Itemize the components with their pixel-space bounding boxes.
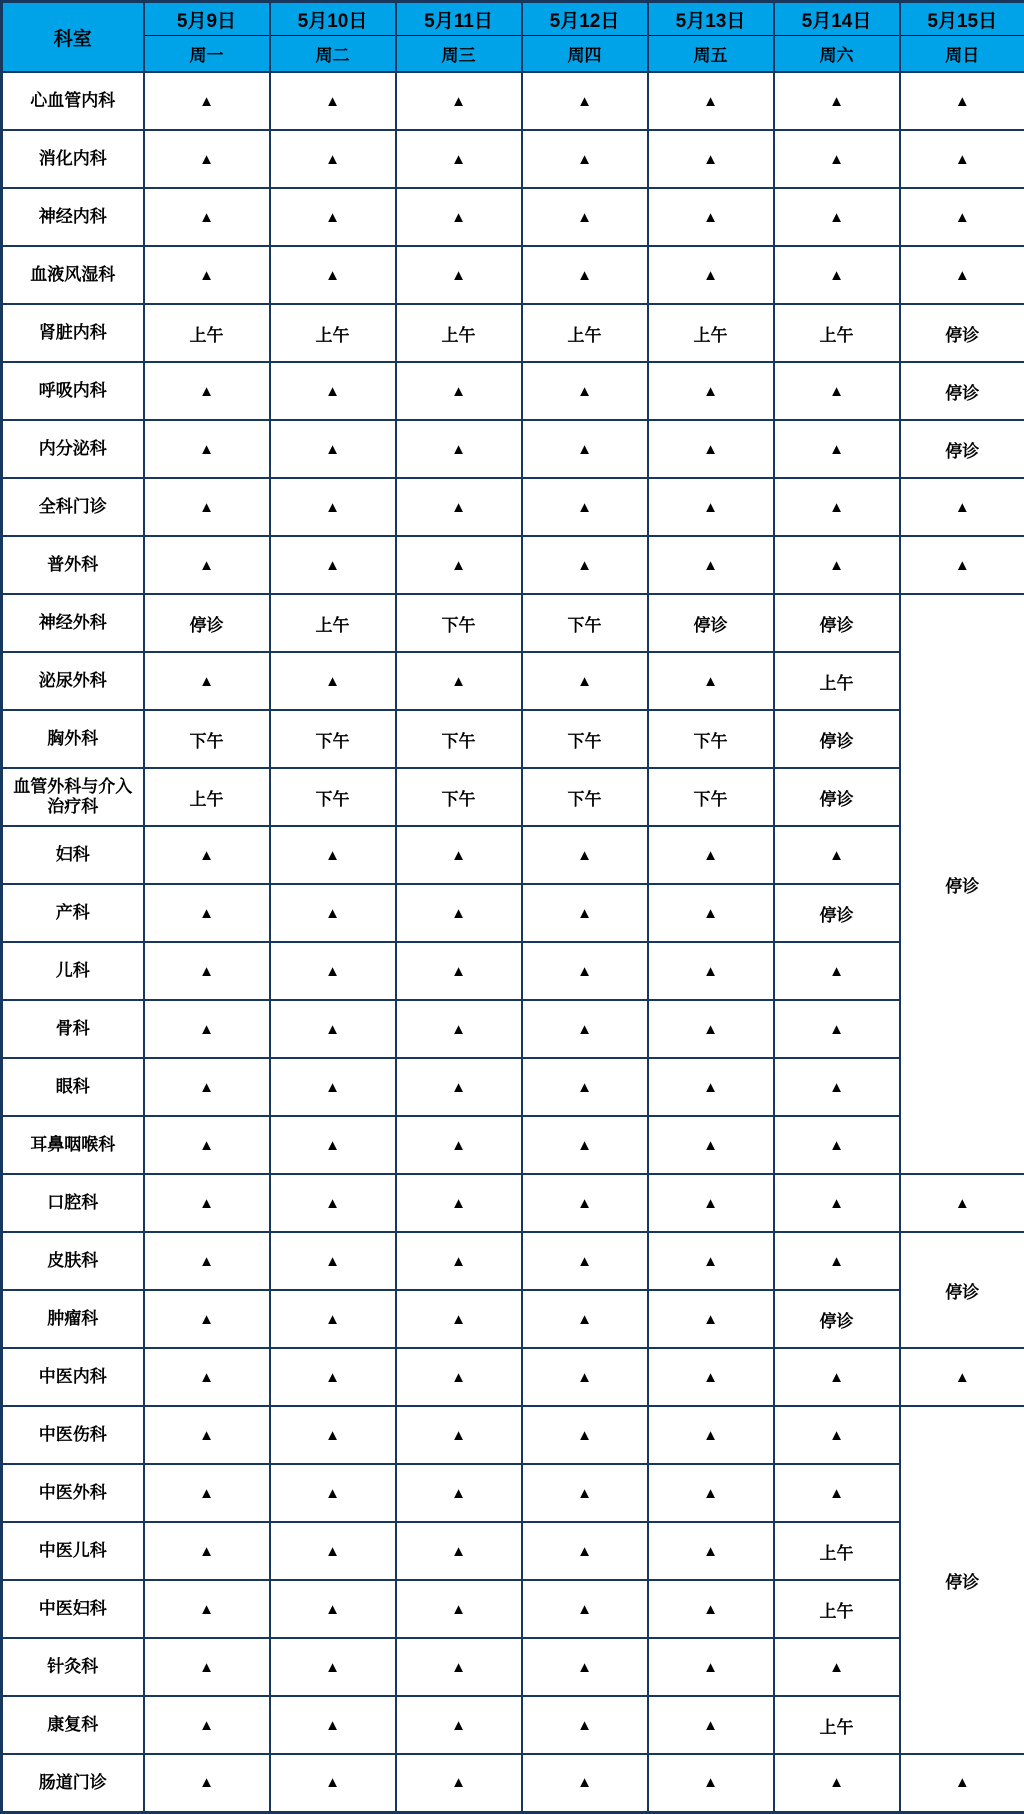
- available-triangle-cell: ▲: [270, 420, 396, 478]
- column-header-weekday: 周六: [774, 36, 900, 73]
- column-header-date: 5月9日: [144, 2, 270, 36]
- available-triangle-cell: ▲: [774, 1754, 900, 1812]
- available-triangle-cell: ▲: [270, 1174, 396, 1232]
- available-triangle-cell: ▲: [648, 1522, 774, 1580]
- schedule-status-cell: 上午: [774, 1580, 900, 1638]
- column-header-weekday: 周一: [144, 36, 270, 73]
- available-triangle-cell: ▲: [774, 188, 900, 246]
- available-triangle-cell: ▲: [774, 942, 900, 1000]
- available-triangle-cell: ▲: [270, 72, 396, 130]
- available-triangle-cell: ▲: [270, 1464, 396, 1522]
- available-triangle-cell: ▲: [144, 1116, 270, 1174]
- dept-name-cell: 妇科: [2, 826, 144, 884]
- available-triangle-cell: ▲: [144, 362, 270, 420]
- schedule-status-cell: 下午: [396, 710, 522, 768]
- table-row: [2, 652, 1024, 710]
- available-triangle-cell: ▲: [396, 246, 522, 304]
- schedule-status-cell: 下午: [396, 594, 522, 652]
- table-row: [2, 1058, 1024, 1116]
- available-triangle-cell: ▲: [270, 1232, 396, 1290]
- dept-name-cell: 骨科: [2, 1000, 144, 1058]
- table-row: [2, 710, 1024, 768]
- available-triangle-cell: ▲: [144, 652, 270, 710]
- available-triangle-cell: ▲: [144, 826, 270, 884]
- available-triangle-cell: ▲: [270, 652, 396, 710]
- column-header-weekday: 周五: [648, 36, 774, 73]
- available-triangle-cell: ▲: [522, 1000, 648, 1058]
- schedule-status-cell: 停诊: [774, 710, 900, 768]
- available-triangle-cell: ▲: [270, 246, 396, 304]
- available-triangle-cell: ▲: [144, 1580, 270, 1638]
- available-triangle-cell: ▲: [774, 246, 900, 304]
- available-triangle-cell: ▲: [774, 1464, 900, 1522]
- available-triangle-cell: ▲: [774, 1000, 900, 1058]
- available-triangle-cell: ▲: [144, 1290, 270, 1348]
- available-triangle-cell: ▲: [144, 1754, 270, 1812]
- available-triangle-cell: ▲: [144, 72, 270, 130]
- table-row: [2, 1754, 1024, 1812]
- table-row: [2, 1290, 1024, 1348]
- dept-name-cell: 胸外科: [2, 710, 144, 768]
- column-header-weekday: 周日: [900, 36, 1024, 73]
- available-triangle-cell: ▲: [648, 652, 774, 710]
- column-header-date: 5月14日: [774, 2, 900, 36]
- table-row: [2, 1116, 1024, 1174]
- available-triangle-cell: ▲: [648, 1638, 774, 1696]
- available-triangle-cell: ▲: [774, 1058, 900, 1116]
- table-row: [2, 246, 1024, 304]
- available-triangle-cell: ▲: [396, 188, 522, 246]
- table-row: [2, 1696, 1024, 1754]
- table-row: [2, 1522, 1024, 1580]
- available-triangle-cell: ▲: [144, 1058, 270, 1116]
- available-triangle-cell: ▲: [774, 826, 900, 884]
- available-triangle-cell: ▲: [774, 362, 900, 420]
- dept-name-cell: 心血管内科: [2, 72, 144, 130]
- available-triangle-cell: ▲: [648, 1174, 774, 1232]
- column-header-weekday: 周二: [270, 36, 396, 73]
- table-row: [2, 1232, 1024, 1290]
- column-header-date: 5月15日: [900, 2, 1024, 36]
- schedule-status-cell: 上午: [144, 768, 270, 826]
- available-triangle-cell: ▲: [648, 478, 774, 536]
- dept-name-cell: 全科门诊: [2, 478, 144, 536]
- available-triangle-cell: ▲: [522, 1580, 648, 1638]
- available-triangle-cell: ▲: [774, 420, 900, 478]
- available-triangle-cell: ▲: [396, 826, 522, 884]
- dept-name-cell: 内分泌科: [2, 420, 144, 478]
- schedule-status-cell: 停诊: [900, 1406, 1024, 1754]
- available-triangle-cell: ▲: [144, 536, 270, 594]
- available-triangle-cell: ▲: [522, 478, 648, 536]
- available-triangle-cell: ▲: [522, 1290, 648, 1348]
- available-triangle-cell: ▲: [900, 1174, 1024, 1232]
- available-triangle-cell: ▲: [144, 1638, 270, 1696]
- table-row: [2, 768, 1024, 826]
- available-triangle-cell: ▲: [144, 1464, 270, 1522]
- available-triangle-cell: ▲: [270, 1000, 396, 1058]
- available-triangle-cell: ▲: [396, 652, 522, 710]
- available-triangle-cell: ▲: [270, 1638, 396, 1696]
- schedule-status-cell: 停诊: [900, 362, 1024, 420]
- schedule-status-cell: 下午: [270, 768, 396, 826]
- available-triangle-cell: ▲: [144, 1522, 270, 1580]
- dept-name-cell: 肠道门诊: [2, 1754, 144, 1812]
- available-triangle-cell: ▲: [396, 942, 522, 1000]
- header-date-row: [2, 2, 1024, 36]
- dept-name-cell: 呼吸内科: [2, 362, 144, 420]
- available-triangle-cell: ▲: [396, 1638, 522, 1696]
- available-triangle-cell: ▲: [648, 942, 774, 1000]
- table-row: [2, 1348, 1024, 1406]
- available-triangle-cell: ▲: [144, 478, 270, 536]
- available-triangle-cell: ▲: [396, 1000, 522, 1058]
- available-triangle-cell: ▲: [522, 362, 648, 420]
- available-triangle-cell: ▲: [270, 1290, 396, 1348]
- schedule-header: [2, 2, 1024, 73]
- dept-name-cell: 中医外科: [2, 1464, 144, 1522]
- available-triangle-cell: ▲: [648, 1464, 774, 1522]
- dept-name-cell: 康复科: [2, 1696, 144, 1754]
- available-triangle-cell: ▲: [396, 536, 522, 594]
- available-triangle-cell: ▲: [396, 1696, 522, 1754]
- available-triangle-cell: ▲: [900, 72, 1024, 130]
- available-triangle-cell: ▲: [522, 188, 648, 246]
- available-triangle-cell: ▲: [270, 188, 396, 246]
- dept-name-cell: 针灸科: [2, 1638, 144, 1696]
- available-triangle-cell: ▲: [900, 478, 1024, 536]
- available-triangle-cell: ▲: [648, 420, 774, 478]
- dept-name-cell: 普外科: [2, 536, 144, 594]
- column-header-date: 5月10日: [270, 2, 396, 36]
- available-triangle-cell: ▲: [774, 1116, 900, 1174]
- available-triangle-cell: ▲: [522, 1058, 648, 1116]
- available-triangle-cell: ▲: [648, 1406, 774, 1464]
- schedule-status-cell: 停诊: [774, 1290, 900, 1348]
- schedule-status-cell: 停诊: [900, 1232, 1024, 1348]
- available-triangle-cell: ▲: [774, 536, 900, 594]
- available-triangle-cell: ▲: [396, 478, 522, 536]
- schedule-status-cell: 停诊: [144, 594, 270, 652]
- available-triangle-cell: ▲: [774, 1348, 900, 1406]
- table-row: [2, 72, 1024, 130]
- available-triangle-cell: ▲: [774, 1174, 900, 1232]
- schedule-status-cell: 停诊: [900, 594, 1024, 1174]
- table-row: [2, 188, 1024, 246]
- available-triangle-cell: ▲: [144, 1000, 270, 1058]
- dept-name-cell: 耳鼻咽喉科: [2, 1116, 144, 1174]
- available-triangle-cell: ▲: [774, 130, 900, 188]
- dept-name-cell: 血液风湿科: [2, 246, 144, 304]
- schedule-status-cell: 停诊: [774, 594, 900, 652]
- table-row: [2, 130, 1024, 188]
- available-triangle-cell: ▲: [396, 362, 522, 420]
- dept-name-cell: 儿科: [2, 942, 144, 1000]
- table-row: [2, 1638, 1024, 1696]
- available-triangle-cell: ▲: [144, 420, 270, 478]
- available-triangle-cell: ▲: [648, 1348, 774, 1406]
- available-triangle-cell: ▲: [522, 72, 648, 130]
- available-triangle-cell: ▲: [648, 1290, 774, 1348]
- available-triangle-cell: ▲: [396, 1406, 522, 1464]
- available-triangle-cell: ▲: [270, 1696, 396, 1754]
- schedule-status-cell: 上午: [144, 304, 270, 362]
- available-triangle-cell: ▲: [396, 1058, 522, 1116]
- available-triangle-cell: ▲: [396, 1232, 522, 1290]
- available-triangle-cell: ▲: [900, 246, 1024, 304]
- table-row: [2, 478, 1024, 536]
- available-triangle-cell: ▲: [144, 942, 270, 1000]
- schedule-status-cell: 下午: [522, 594, 648, 652]
- available-triangle-cell: ▲: [270, 1348, 396, 1406]
- available-triangle-cell: ▲: [522, 130, 648, 188]
- available-triangle-cell: ▲: [396, 1116, 522, 1174]
- available-triangle-cell: ▲: [522, 1348, 648, 1406]
- available-triangle-cell: ▲: [396, 1580, 522, 1638]
- available-triangle-cell: ▲: [396, 72, 522, 130]
- dept-name-cell: 皮肤科: [2, 1232, 144, 1290]
- available-triangle-cell: ▲: [144, 130, 270, 188]
- table-row: [2, 942, 1024, 1000]
- schedule-status-cell: 上午: [522, 304, 648, 362]
- available-triangle-cell: ▲: [900, 188, 1024, 246]
- schedule-status-cell: 停诊: [774, 884, 900, 942]
- table-row: [2, 304, 1024, 362]
- available-triangle-cell: ▲: [270, 1580, 396, 1638]
- table-row: [2, 1000, 1024, 1058]
- schedule-status-cell: 停诊: [900, 304, 1024, 362]
- available-triangle-cell: ▲: [774, 1638, 900, 1696]
- available-triangle-cell: ▲: [144, 188, 270, 246]
- schedule-status-cell: 上午: [774, 1696, 900, 1754]
- available-triangle-cell: ▲: [648, 1116, 774, 1174]
- available-triangle-cell: ▲: [270, 1406, 396, 1464]
- table-row: [2, 884, 1024, 942]
- available-triangle-cell: ▲: [522, 884, 648, 942]
- schedule-status-cell: 上午: [774, 304, 900, 362]
- dept-name-cell: 消化内科: [2, 130, 144, 188]
- table-row: [2, 420, 1024, 478]
- available-triangle-cell: ▲: [522, 826, 648, 884]
- dept-name-cell: 眼科: [2, 1058, 144, 1116]
- available-triangle-cell: ▲: [648, 362, 774, 420]
- available-triangle-cell: ▲: [396, 1464, 522, 1522]
- schedule-status-cell: 停诊: [648, 594, 774, 652]
- schedule-status-cell: 上午: [270, 594, 396, 652]
- dept-name-cell: 中医伤科: [2, 1406, 144, 1464]
- available-triangle-cell: ▲: [396, 1290, 522, 1348]
- available-triangle-cell: ▲: [900, 536, 1024, 594]
- column-header-weekday: 周三: [396, 36, 522, 73]
- dept-name-cell: 口腔科: [2, 1174, 144, 1232]
- available-triangle-cell: ▲: [144, 884, 270, 942]
- available-triangle-cell: ▲: [270, 1522, 396, 1580]
- dept-name-cell: 中医妇科: [2, 1580, 144, 1638]
- header-weekday-row: [2, 36, 1024, 73]
- schedule-status-cell: 上午: [774, 652, 900, 710]
- schedule-status-cell: 上午: [648, 304, 774, 362]
- dept-name-cell: 肾脏内科: [2, 304, 144, 362]
- available-triangle-cell: ▲: [270, 1058, 396, 1116]
- schedule-status-cell: 下午: [522, 710, 648, 768]
- available-triangle-cell: ▲: [396, 1348, 522, 1406]
- dept-name-cell: 神经外科: [2, 594, 144, 652]
- schedule-status-cell: 下午: [396, 768, 522, 826]
- available-triangle-cell: ▲: [648, 188, 774, 246]
- available-triangle-cell: ▲: [774, 478, 900, 536]
- available-triangle-cell: ▲: [522, 1116, 648, 1174]
- available-triangle-cell: ▲: [270, 130, 396, 188]
- available-triangle-cell: ▲: [144, 1406, 270, 1464]
- available-triangle-cell: ▲: [144, 1348, 270, 1406]
- column-header-date: 5月11日: [396, 2, 522, 36]
- table-row: [2, 1174, 1024, 1232]
- available-triangle-cell: ▲: [648, 536, 774, 594]
- column-header-date: 5月12日: [522, 2, 648, 36]
- dept-name-cell: 中医内科: [2, 1348, 144, 1406]
- available-triangle-cell: ▲: [648, 1580, 774, 1638]
- available-triangle-cell: ▲: [648, 130, 774, 188]
- available-triangle-cell: ▲: [648, 72, 774, 130]
- available-triangle-cell: ▲: [648, 1000, 774, 1058]
- table-row: [2, 536, 1024, 594]
- available-triangle-cell: ▲: [522, 1638, 648, 1696]
- schedule-status-cell: 下午: [522, 768, 648, 826]
- table-row: [2, 594, 1024, 652]
- available-triangle-cell: ▲: [522, 1754, 648, 1812]
- schedule-status-cell: 上午: [774, 1522, 900, 1580]
- available-triangle-cell: ▲: [522, 1522, 648, 1580]
- available-triangle-cell: ▲: [396, 1174, 522, 1232]
- available-triangle-cell: ▲: [774, 1232, 900, 1290]
- available-triangle-cell: ▲: [900, 1348, 1024, 1406]
- available-triangle-cell: ▲: [900, 1754, 1024, 1812]
- available-triangle-cell: ▲: [648, 1754, 774, 1812]
- available-triangle-cell: ▲: [396, 420, 522, 478]
- available-triangle-cell: ▲: [522, 420, 648, 478]
- schedule-body: [2, 72, 1024, 1812]
- available-triangle-cell: ▲: [270, 1116, 396, 1174]
- available-triangle-cell: ▲: [522, 1464, 648, 1522]
- table-row: [2, 1406, 1024, 1464]
- available-triangle-cell: ▲: [648, 1058, 774, 1116]
- dept-name-cell: 泌尿外科: [2, 652, 144, 710]
- table-row: [2, 826, 1024, 884]
- available-triangle-cell: ▲: [522, 1696, 648, 1754]
- available-triangle-cell: ▲: [522, 536, 648, 594]
- table-row: [2, 1580, 1024, 1638]
- available-triangle-cell: ▲: [648, 246, 774, 304]
- available-triangle-cell: ▲: [270, 362, 396, 420]
- available-triangle-cell: ▲: [522, 1232, 648, 1290]
- available-triangle-cell: ▲: [396, 884, 522, 942]
- available-triangle-cell: ▲: [522, 942, 648, 1000]
- available-triangle-cell: ▲: [270, 478, 396, 536]
- available-triangle-cell: ▲: [522, 652, 648, 710]
- available-triangle-cell: ▲: [144, 246, 270, 304]
- available-triangle-cell: ▲: [522, 1406, 648, 1464]
- table-row: [2, 362, 1024, 420]
- column-header-date: 5月13日: [648, 2, 774, 36]
- available-triangle-cell: ▲: [144, 1696, 270, 1754]
- schedule-status-cell: 上午: [270, 304, 396, 362]
- schedule-status-cell: 下午: [270, 710, 396, 768]
- available-triangle-cell: ▲: [270, 826, 396, 884]
- available-triangle-cell: ▲: [648, 884, 774, 942]
- available-triangle-cell: ▲: [648, 1232, 774, 1290]
- schedule-status-cell: 停诊: [900, 420, 1024, 478]
- available-triangle-cell: ▲: [270, 536, 396, 594]
- dept-name-cell: 产科: [2, 884, 144, 942]
- column-header-weekday: 周四: [522, 36, 648, 73]
- dept-name-cell: 肿瘤科: [2, 1290, 144, 1348]
- schedule-status-cell: 下午: [144, 710, 270, 768]
- available-triangle-cell: ▲: [396, 1754, 522, 1812]
- available-triangle-cell: ▲: [396, 1522, 522, 1580]
- schedule-status-cell: 停诊: [774, 768, 900, 826]
- available-triangle-cell: ▲: [522, 1174, 648, 1232]
- dept-name-cell: 中医儿科: [2, 1522, 144, 1580]
- available-triangle-cell: ▲: [270, 942, 396, 1000]
- available-triangle-cell: ▲: [774, 1406, 900, 1464]
- available-triangle-cell: ▲: [144, 1232, 270, 1290]
- available-triangle-cell: ▲: [270, 884, 396, 942]
- available-triangle-cell: ▲: [648, 826, 774, 884]
- dept-name-cell: 神经内科: [2, 188, 144, 246]
- available-triangle-cell: ▲: [900, 130, 1024, 188]
- schedule-status-cell: 上午: [396, 304, 522, 362]
- schedule-status-cell: 下午: [648, 768, 774, 826]
- available-triangle-cell: ▲: [396, 130, 522, 188]
- table-row: [2, 1464, 1024, 1522]
- available-triangle-cell: ▲: [648, 1696, 774, 1754]
- available-triangle-cell: ▲: [270, 1754, 396, 1812]
- available-triangle-cell: ▲: [774, 72, 900, 130]
- schedule-status-cell: 下午: [648, 710, 774, 768]
- corner-header-dept: 科室: [2, 2, 144, 73]
- available-triangle-cell: ▲: [144, 1174, 270, 1232]
- dept-name-cell: 血管外科与介入治疗科: [2, 768, 144, 826]
- available-triangle-cell: ▲: [522, 246, 648, 304]
